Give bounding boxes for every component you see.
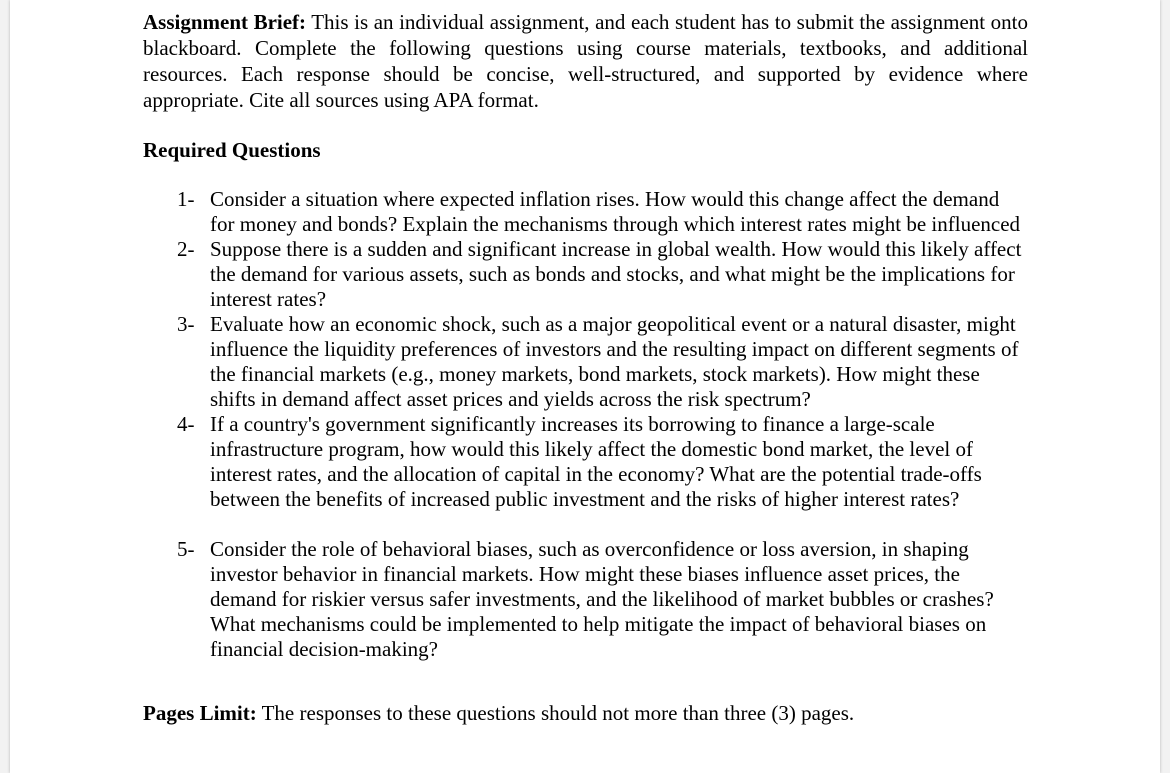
- question-number: 3-: [177, 312, 195, 336]
- question-text: Consider a situation where expected inflation rises. How would this change affect the demand for money and bonds? Explain the mechanisms through which interest rates might be influenced: [210, 187, 1021, 236]
- question-number: 1-: [177, 187, 195, 211]
- question-number: 4-: [177, 412, 195, 436]
- document-page: [10, 0, 1160, 773]
- question-item-4: [143, 412, 1028, 512]
- assignment-brief-label: Assignment Brief:: [143, 10, 307, 34]
- assignment-brief: [143, 9, 1028, 113]
- question-text: Suppose there is a sudden and significant increase in global wealth. How would this likely affect the demand for various assets, such as bonds and stocks, and what might be the implications for interest rates?: [210, 237, 1022, 311]
- question-text: Evaluate how an economic shock, such as a major geopolitical event or a natural disaster, might influence the liquidity preferences of investors and the resulting impact on different segments of the financial markets (e.g., money markets, bond markets, stock markets). How might these shifts in demand affect asset prices and yields across the risk spectrum?: [210, 312, 1019, 411]
- question-item-5: [143, 537, 1028, 662]
- section-title: Required Questions: [143, 138, 321, 162]
- question-number: 5-: [177, 537, 195, 561]
- question-text: If a country's government significantly increases its borrowing to finance a large-scale infrastructure program, how would this likely affect the domestic bond market, the level of interest rates, and the allocation of capital in the economy? What are the potential trade-offs between the benefits of increased public investment and the risks of higher interest rates?: [210, 412, 982, 511]
- question-number: 2-: [177, 237, 195, 261]
- question-text: Consider the role of behavioral biases, such as overconfidence or loss aversion, in shaping investor behavior in financial markets. How might these biases influence asset prices, the demand for riskier versus safer investments, and the likelihood of market bubbles or crashes? What mechanisms could be implemented to help mitigate the impact of behavioral biases on financial decision-making?: [210, 537, 994, 661]
- pages-limit-text: The responses to these questions should not more than three (3) pages.: [261, 701, 855, 725]
- question-item-3: [143, 312, 1028, 412]
- pages-limit: [143, 700, 1028, 726]
- questions-list: [143, 187, 1028, 662]
- question-item-1: [143, 187, 1028, 237]
- pages-limit-label: Pages Limit:: [143, 701, 257, 725]
- document-content: [143, 9, 1028, 726]
- assignment-brief-text: This is an individual assignment, and each student has to submit the assignment onto blackboard. Complete the following questions using course materials, textbooks, and additional resources. Each response should be concise, well-structured, and supported by evidence where appropriate. Cite all sources using APA format.: [143, 10, 1028, 112]
- question-item-2: [143, 237, 1028, 312]
